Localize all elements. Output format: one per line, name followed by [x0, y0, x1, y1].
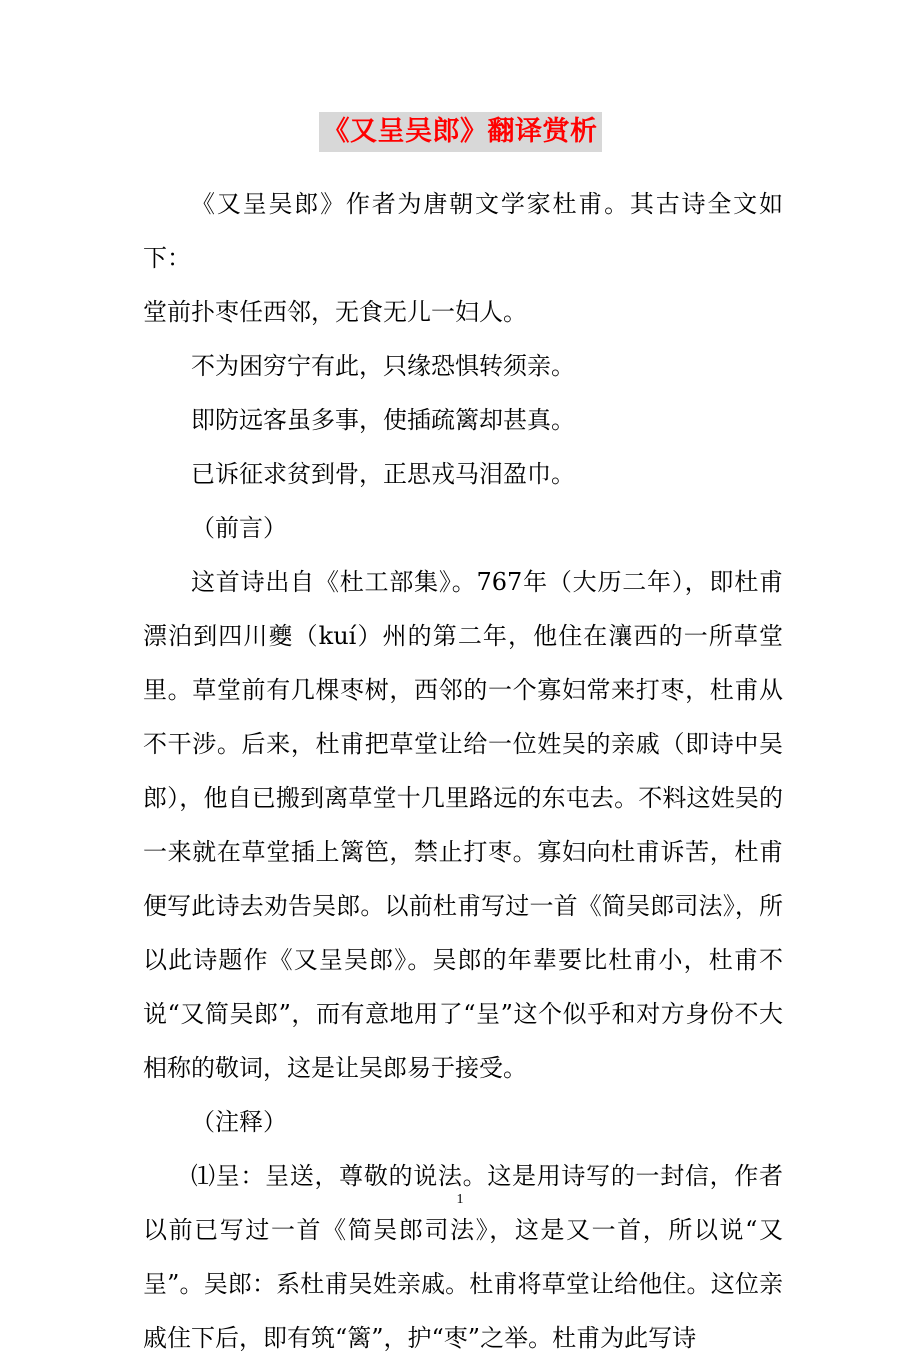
- title-text: 《又呈吴郎》翻译赏析: [319, 112, 602, 152]
- document-body: [143, 177, 783, 1365]
- poem-line-1: 堂前扑枣任西邻，无食无儿一妇人。: [143, 298, 527, 326]
- page-number: 1: [456, 1192, 464, 1207]
- preface-paragraph: 这首诗出自《杜工部集》。767年（大历二年），即杜甫漂泊到四川夔（kuí）州的第二年，他住在瀼西的一所草堂里。草堂前有几棵枣树，西邻的一个寡妇常来打枣，杜甫从不干涉。后来，杜甫把草堂让给一位姓吴的亲戚（即诗中吴郎），他自已搬到离草堂十几里路远的东屯去。不料这姓吴的一来就在草堂插上篱笆，禁止打枣。寡妇向杜甫诉苦，杜甫便写此诗去劝告吴郎。以前杜甫写过一首《简吴郎司法》，所以此诗题作《又呈吴郎》。吴郎的年辈要比杜甫小，杜甫不说“又简吴郎”，而有意地用了“呈”这个似乎和对方身份不大相称的敬词，这是让吴郎易于接受。: [143, 568, 783, 1082]
- note-paragraph-1: ⑴呈：呈送，尊敬的说法。这是用诗写的一封信，作者以前已写过一首《简吴郎司法》，这是又一首，所以说“又呈”。吴郎：系杜甫吴姓亲戚。杜甫将草堂让给他住。这位亲戚住下后，即有筑“篱”，护“枣”之举。杜甫为此写诗: [143, 1162, 783, 1352]
- section-heading-preface: （前言）: [191, 514, 287, 542]
- section-heading-notes: （注释）: [191, 1108, 287, 1136]
- poem-line-3: 即防远客虽多事，使插疏篱却甚真。: [191, 406, 575, 434]
- intro-paragraph: 《又呈吴郎》作者为唐朝文学家杜甫。其古诗全文如下：: [143, 190, 783, 272]
- poem-line-4: 已诉征求贫到骨，正思戎马泪盈巾。: [191, 460, 575, 488]
- poem-line-2: 不为困穷宁有此，只缘恐惧转须亲。: [191, 352, 575, 380]
- document-title: [0, 112, 920, 152]
